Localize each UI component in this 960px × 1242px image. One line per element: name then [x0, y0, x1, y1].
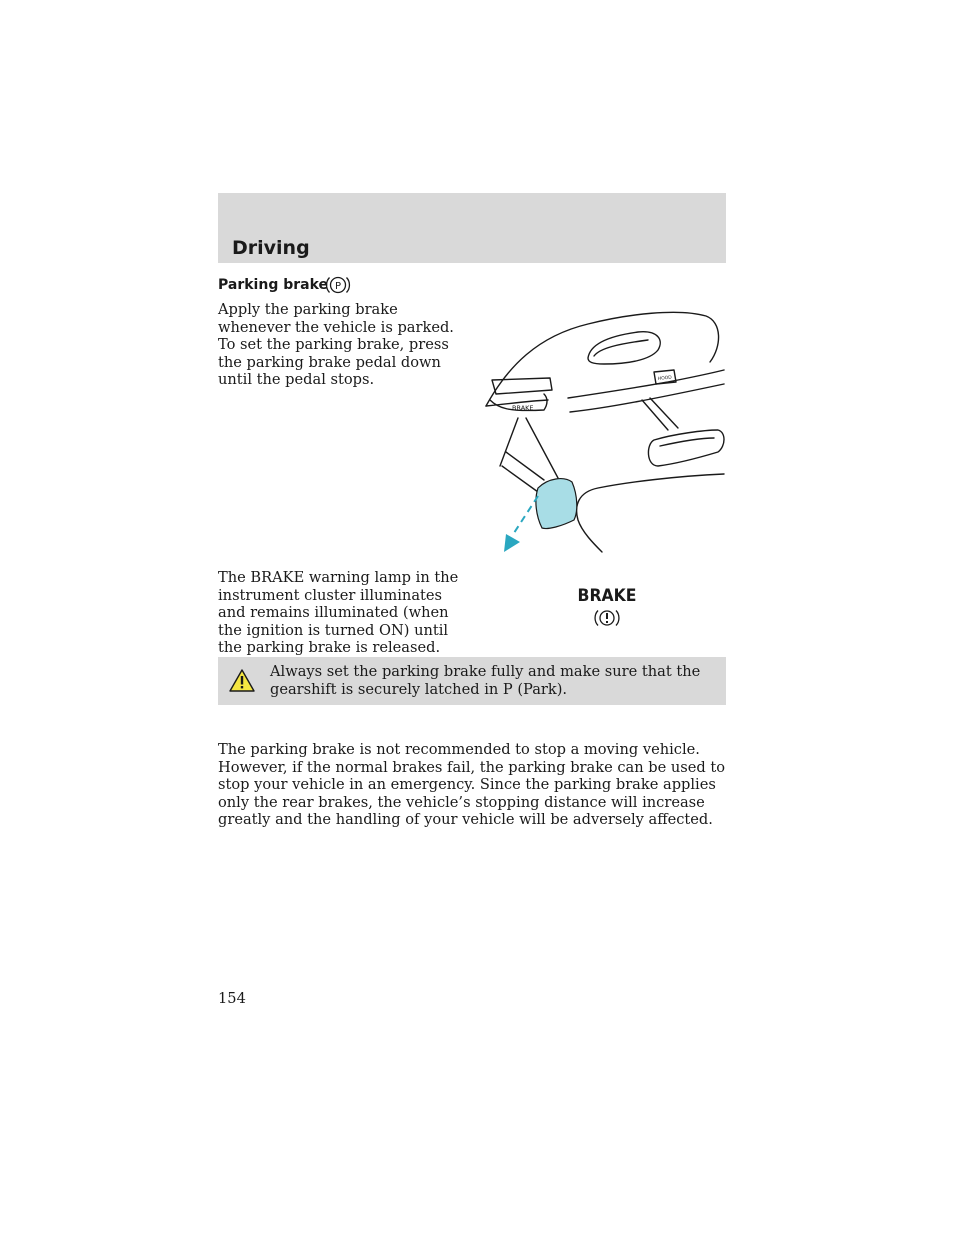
parking-brake-pedal-illustration — [478, 306, 726, 556]
svg-text:P: P — [334, 281, 342, 292]
page-number: 154 — [218, 990, 246, 1007]
brake-lamp-paragraph: The BRAKE warning lamp in the instrument cluster illuminates and remains illuminated (when the ignition is turned ON) until the parking brake is released. — [218, 569, 459, 657]
brake-release-label: BRAKE — [512, 404, 534, 412]
header-band — [218, 193, 726, 263]
emergency-use-paragraph: The parking brake is not recommended to stop a moving vehicle. However, if the normal brakes fail, the parking brake can be used to stop your vehicle in an emergency. Since the parking brake applies only the rear brakes, the vehicle’s stopping distance will increase greatly and the handling of your vehicle will be adversely affected. — [218, 741, 726, 829]
brake-warning-lamp — [575, 586, 639, 629]
warning-triangle-icon — [228, 668, 256, 693]
apply-parking-brake-paragraph: Apply the parking brake whenever the vehicle is parked. To set the parking brake, press the parking brake pedal down until the pedal stops. — [218, 301, 454, 389]
parking-brake-icon — [325, 274, 351, 300]
brake-warning-icon — [592, 607, 622, 629]
parking-brake-pedal — [536, 479, 577, 529]
section-heading: Parking brake — [218, 277, 329, 293]
brake-lamp-label: BRAKE — [577, 586, 637, 606]
hood-release-label: HOOD — [657, 375, 673, 382]
warning-text: Always set the parking brake fully and make sure that the gearshift is securely latched in P (Park). — [270, 663, 701, 698]
warning-box — [218, 657, 726, 705]
page-title: Driving — [232, 237, 310, 259]
